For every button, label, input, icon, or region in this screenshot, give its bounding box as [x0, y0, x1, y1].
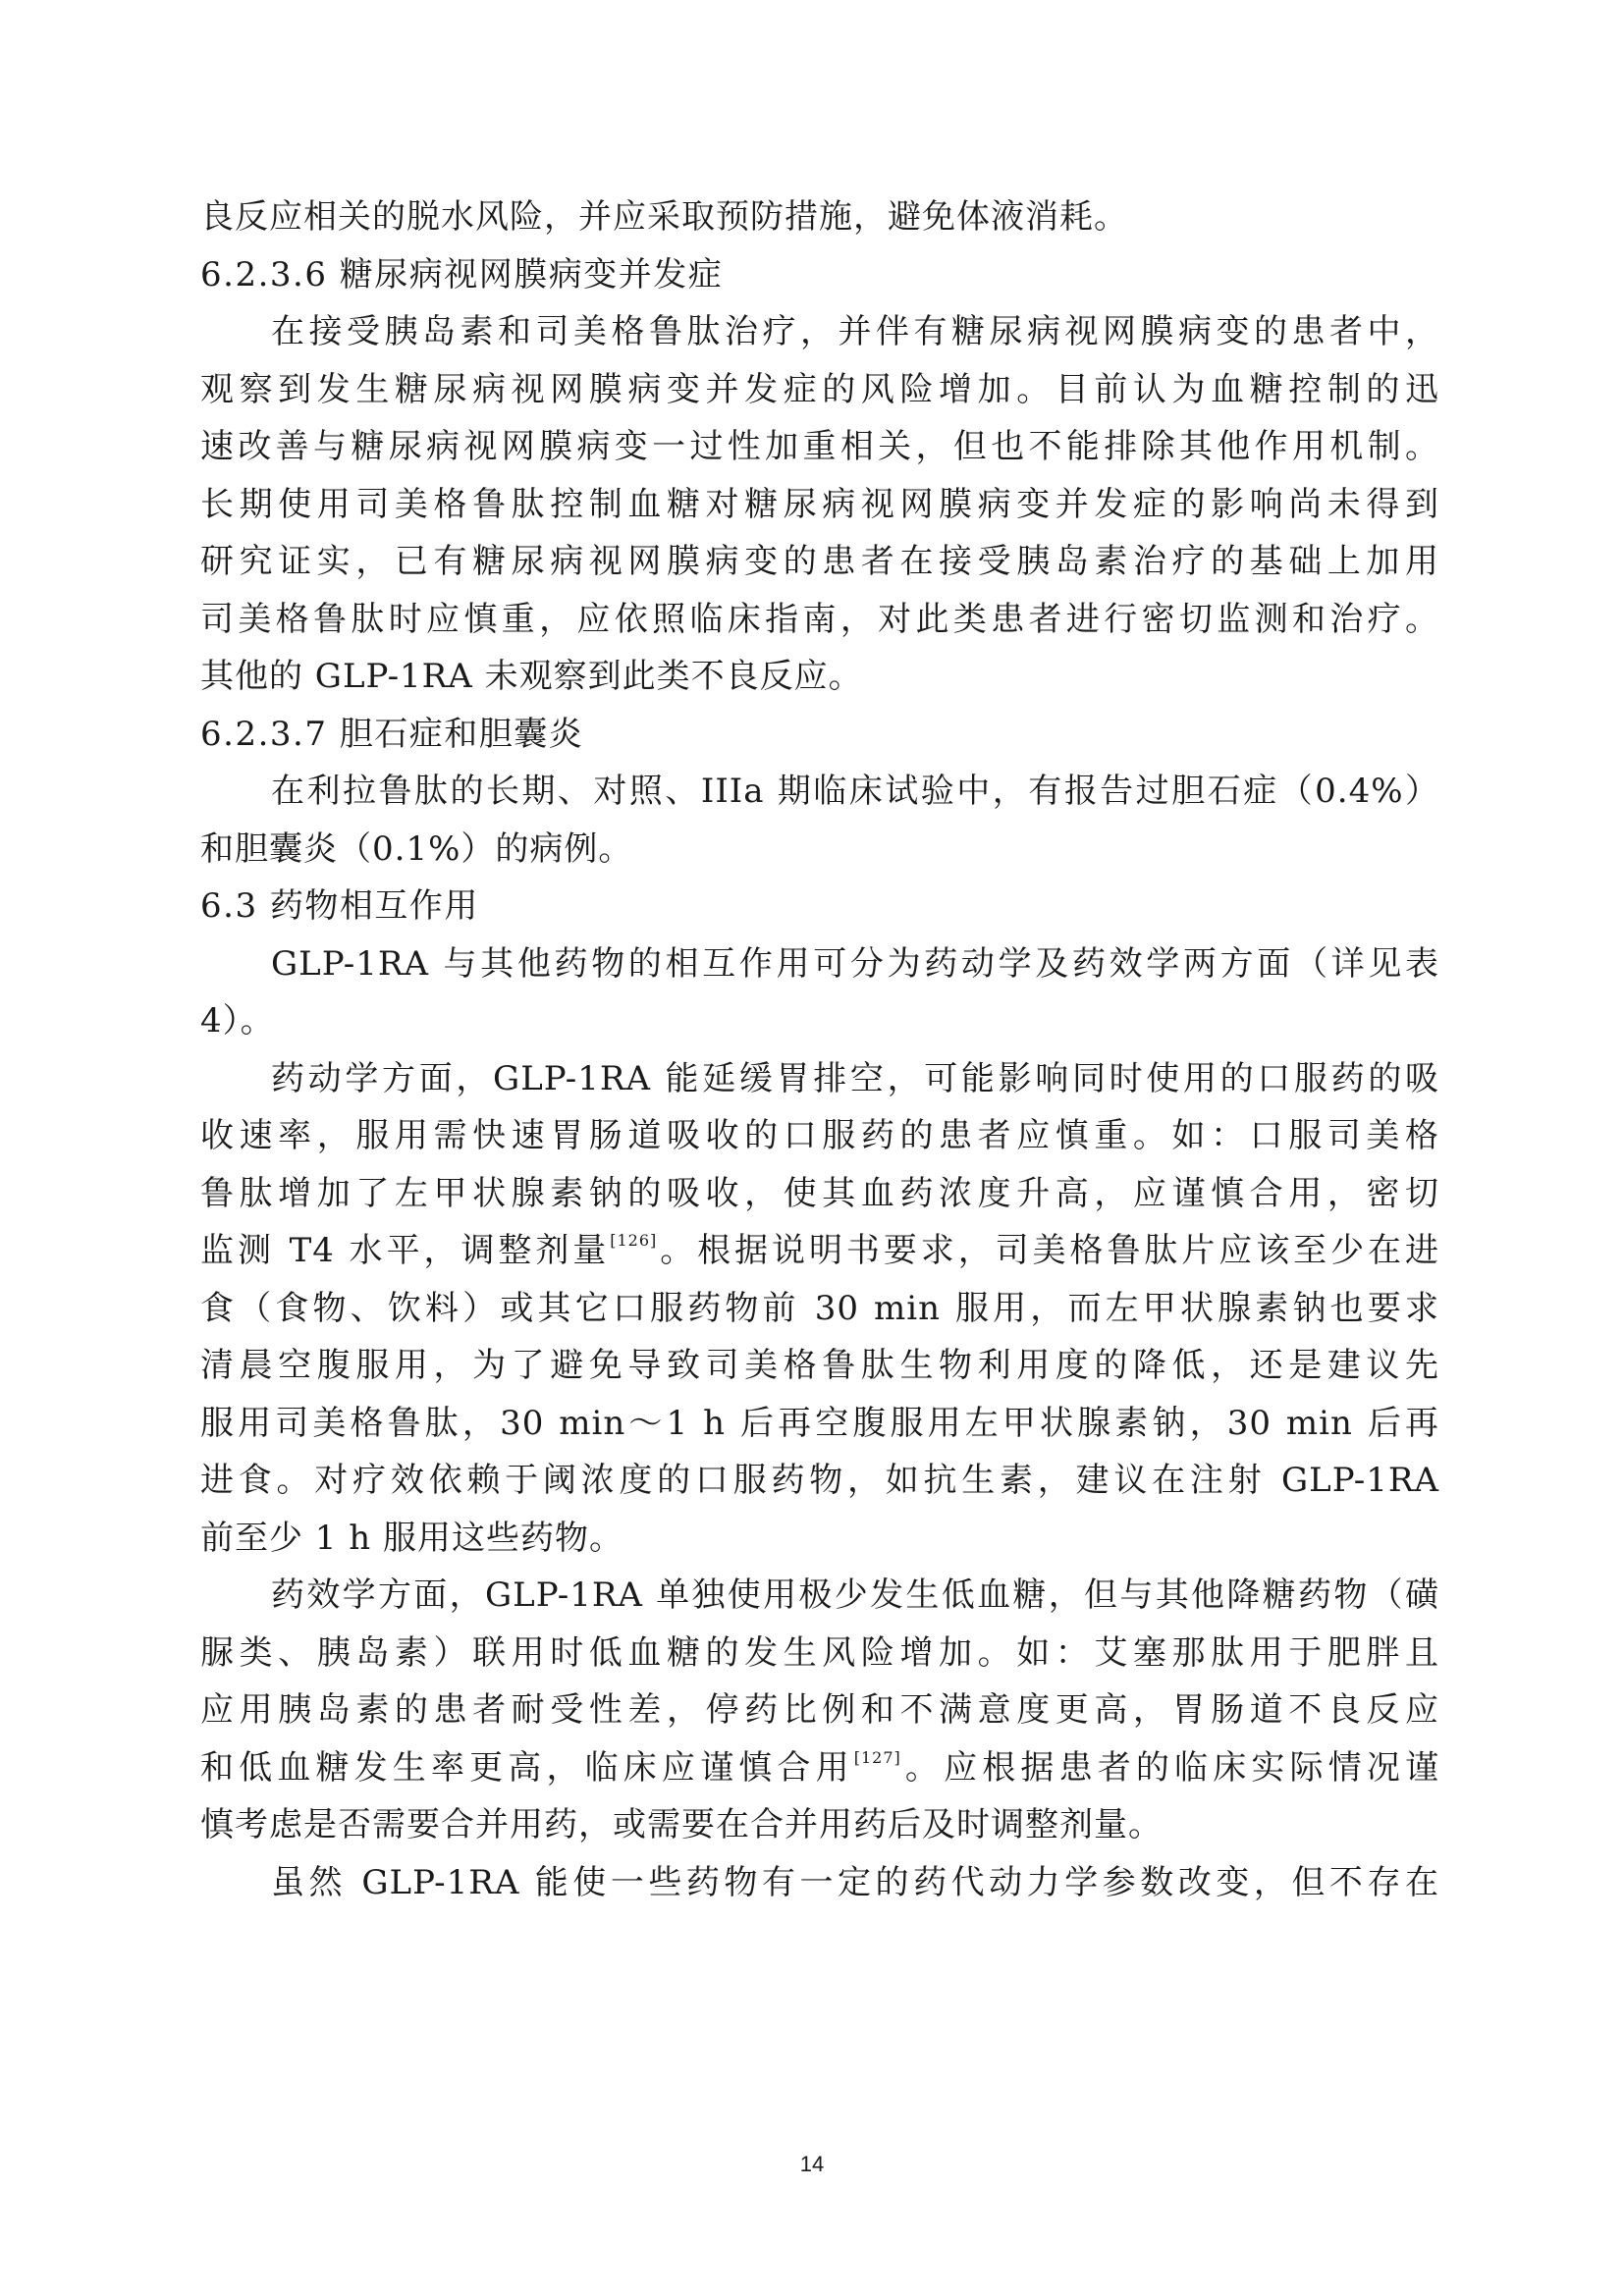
text-line: [200, 533, 1439, 591]
line-text: 速改善与糖尿病视网膜病变一过性加重相关，但也不能排除其他作用机制。: [200, 427, 1439, 466]
line-text: 长期使用司美格鲁肽控制血糖对糖尿病视网膜病变并发症的影响尚未得到: [200, 484, 1439, 524]
line-text: 6.2.3.6 糖尿病视网膜病变并发症: [200, 254, 724, 294]
line-text: 药效学方面，GLP-1RA 单独使用极少发生低血糖，但与其他降糖药物（磺: [271, 1575, 1439, 1615]
line-text: 监测 T4 水平，调整剂量: [200, 1231, 611, 1270]
line-text: 虽然 GLP-1RA 能使一些药物有一定的药代动力学参数改变，但不存在: [271, 1862, 1439, 1902]
line-text: 前至少 1 h 服用这些药物。: [200, 1518, 623, 1558]
text-line: [200, 1625, 1439, 1682]
line-text: 收速率，服用需快速胃肠道吸收的口服药的患者应慎重。如：口服司美格: [200, 1116, 1439, 1155]
line-text: GLP-1RA 与其他药物的相互作用可分为药动学及药效学两方面（详见表: [271, 943, 1439, 984]
text-line: [200, 935, 1439, 993]
line-text: 在利拉鲁肽的长期、对照、IIIa 期临床试验中，有报告过胆石症（0.4%）: [271, 772, 1439, 811]
line-text: 脲类、胰岛素）联用时低血糖的发生风险增加。如：艾塞那肽用于肥胖且: [200, 1632, 1439, 1673]
text-line: [200, 1337, 1439, 1395]
text-line: [200, 1165, 1439, 1223]
line-text: 其他的 GLP-1RA 未观察到此类不良反应。: [200, 657, 863, 696]
text-line: [200, 1510, 1439, 1568]
line-text: 6.2.3.7 胆石症和胆囊炎: [200, 714, 584, 754]
text-line: [200, 1050, 1439, 1108]
text-line: [200, 1854, 1439, 1912]
line-text: 清晨空腹服用，为了避免导致司美格鲁肽生物利用度的降低，还是建议先: [200, 1346, 1439, 1385]
line-text: 和胆囊炎（0.1%）的病例。: [200, 828, 633, 869]
citation-ref: [127]: [853, 1747, 901, 1767]
text-line: [200, 1682, 1439, 1739]
line-text: 研究证实，已有糖尿病视网膜病变的患者在接受胰岛素治疗的基础上加用: [200, 542, 1439, 581]
line-text: 观察到发生糖尿病视网膜病变并发症的风险增加。目前认为血糖控制的迅: [200, 369, 1439, 409]
text-line: [200, 1395, 1439, 1453]
line-text: 慎考虑是否需要合并用药，或需要在合并用药后及时调整剂量。: [200, 1805, 1163, 1844]
text-line: [200, 1796, 1439, 1854]
text-line: [200, 821, 1439, 879]
line-text: 鲁肽增加了左甲状腺素钠的吸收，使其血药浓度升高，应谨慎合用，密切: [200, 1173, 1439, 1213]
page-number: 14: [799, 2152, 825, 2176]
line-text: 在接受胰岛素和司美格鲁肽治疗，并伴有糖尿病视网膜病变的患者中，: [271, 312, 1439, 351]
text-line: [200, 188, 1439, 246]
section-heading: [200, 878, 1439, 935]
line-text: 和低血糖发生率更高，临床应谨慎合用: [200, 1747, 854, 1788]
line-text: 服用司美格鲁肽，30 min～1 h 后再空腹服用左甲状腺素钠，30 min 后再: [200, 1403, 1439, 1443]
text-line: [200, 1222, 1439, 1280]
line-text: 。根据说明书要求，司美格鲁肽片应该至少在进: [657, 1231, 1439, 1270]
line-text: 4）。: [200, 1001, 275, 1041]
text-line: [200, 763, 1439, 821]
document-body: [200, 188, 1439, 1911]
text-line: [200, 992, 1439, 1050]
text-line: [200, 1452, 1439, 1510]
text-line: [200, 418, 1439, 476]
text-line: [200, 303, 1439, 361]
line-text: 良反应相关的脱水风险，并应采取预防措施，避免体液消耗。: [200, 197, 1128, 237]
line-text: 进食。对疗效依赖于阈浓度的口服药物，如抗生素，建议在注射 GLP-1RA: [200, 1461, 1439, 1500]
line-text: 6.3 药物相互作用: [200, 886, 479, 926]
line-text: 司美格鲁肽时应慎重，应依照临床指南，对此类患者进行密切监测和治疗。: [200, 599, 1439, 639]
citation-ref: [126]: [610, 1231, 658, 1250]
text-line: [200, 1280, 1439, 1338]
text-line: [200, 361, 1439, 419]
text-line: [200, 591, 1439, 649]
section-heading: [200, 246, 1439, 304]
section-heading: [200, 706, 1439, 764]
text-line: [200, 1739, 1439, 1797]
line-text: 。应根据患者的临床实际情况谨: [900, 1747, 1440, 1788]
text-line: [200, 1107, 1439, 1165]
line-text: 应用胰岛素的患者耐受性差，停药比例和不满意度更高，胃肠道不良反应: [200, 1690, 1439, 1730]
line-text: 药动学方面，GLP-1RA 能延缓胃排空，可能影响同时使用的口服药的吸: [271, 1058, 1439, 1098]
text-line: [200, 648, 1439, 706]
text-line: [200, 1567, 1439, 1625]
text-line: [200, 476, 1439, 534]
line-text: 食（食物、饮料）或其它口服药物前 30 min 服用，而左甲状腺素钠也要求: [200, 1288, 1439, 1328]
